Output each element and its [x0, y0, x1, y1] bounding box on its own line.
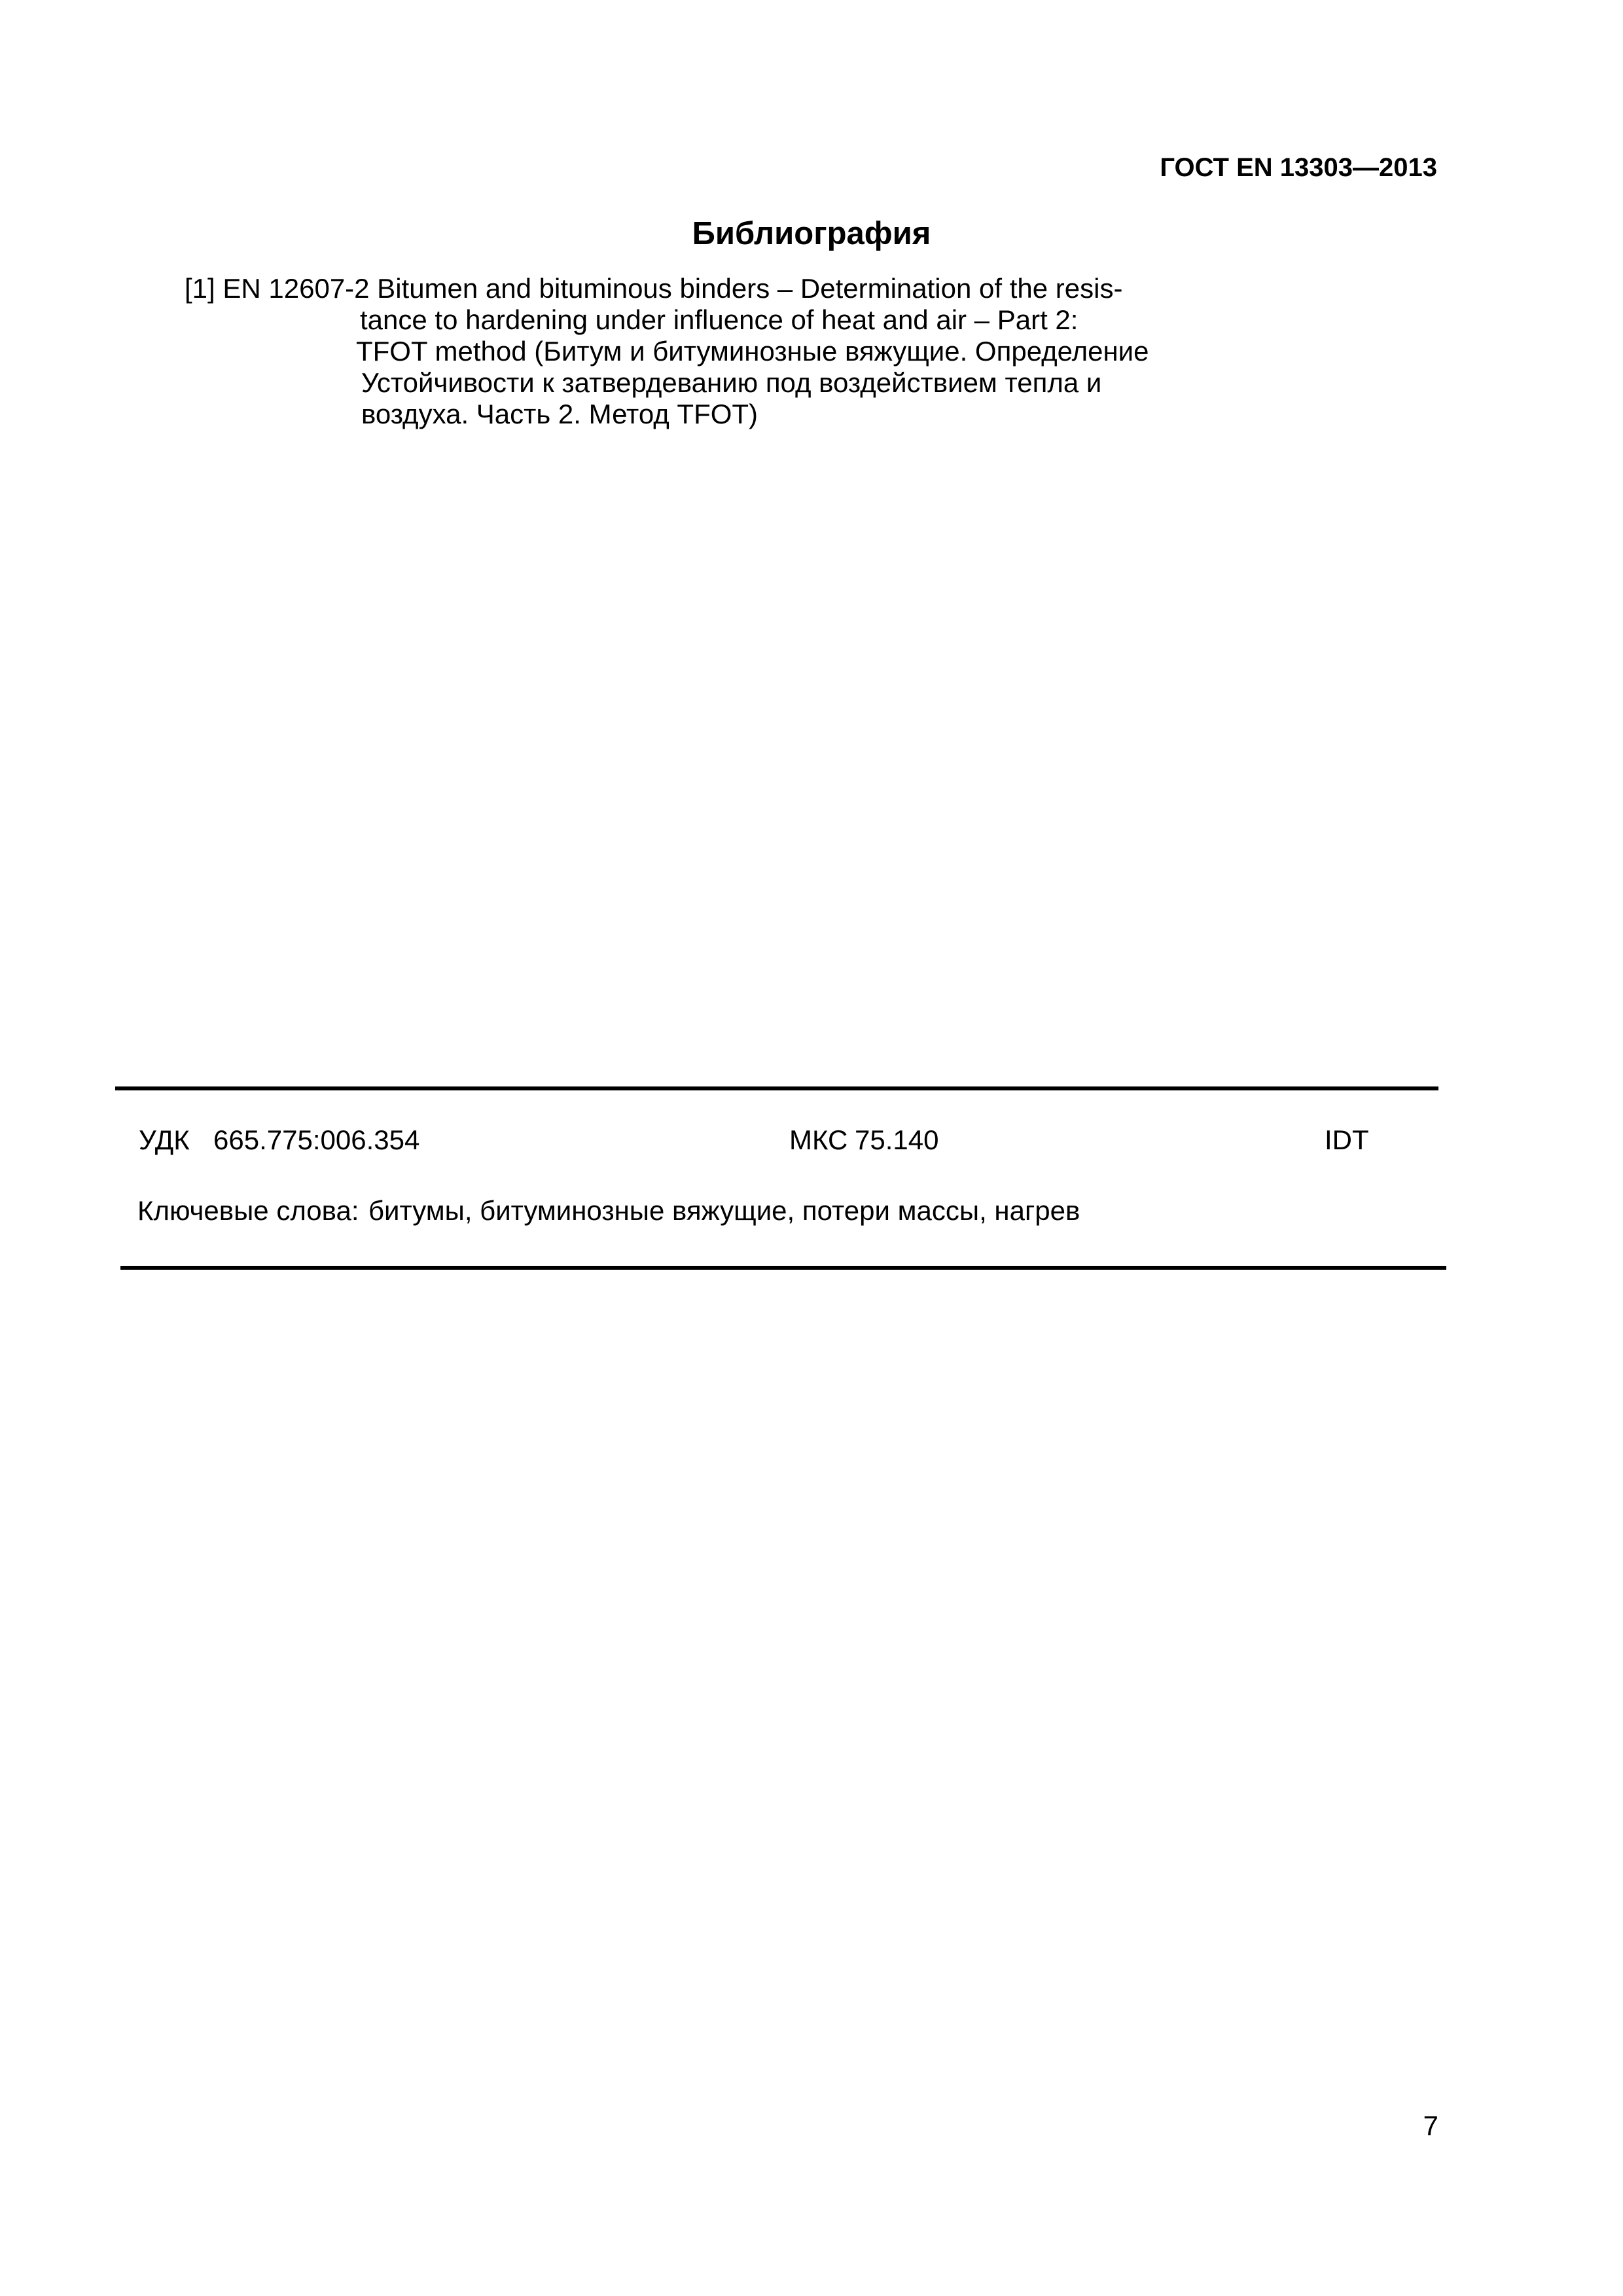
- reference-line-2: tance to hardening under influence of heat and air – Part 2:: [360, 304, 1079, 335]
- mks-label: МКС: [789, 1124, 848, 1155]
- udk-label: УДК: [139, 1124, 190, 1155]
- standard-designation: ГОСТ EN 13303—2013: [1160, 153, 1437, 182]
- keywords-value: битумы, битуминозные вяжущие, потери массы, нагрев: [368, 1195, 1080, 1226]
- mks-value: 75.140: [855, 1124, 939, 1155]
- page-number: 7: [1423, 2110, 1438, 2141]
- reference-line-5: воздуха. Часть 2. Метод TFOT): [361, 399, 758, 429]
- reference-line-4: Устойчивости к затвердеванию под воздействием тепла и: [361, 367, 1102, 398]
- udk-value: 665.775:006.354: [213, 1124, 420, 1155]
- bibliography-title: Библиография: [692, 216, 931, 251]
- bottom-divider: [120, 1266, 1446, 1270]
- equivalence-degree: IDT: [1325, 1124, 1369, 1155]
- top-divider: [115, 1086, 1438, 1090]
- reference-line-1: [1] EN 12607-2 Bitumen and bituminous binders – Determination of the resis-: [185, 273, 1123, 304]
- keywords-label: Ключевые слова:: [137, 1195, 359, 1226]
- reference-line-3: TFOT method (Битум и битуминозные вяжущие. Определение: [356, 336, 1149, 367]
